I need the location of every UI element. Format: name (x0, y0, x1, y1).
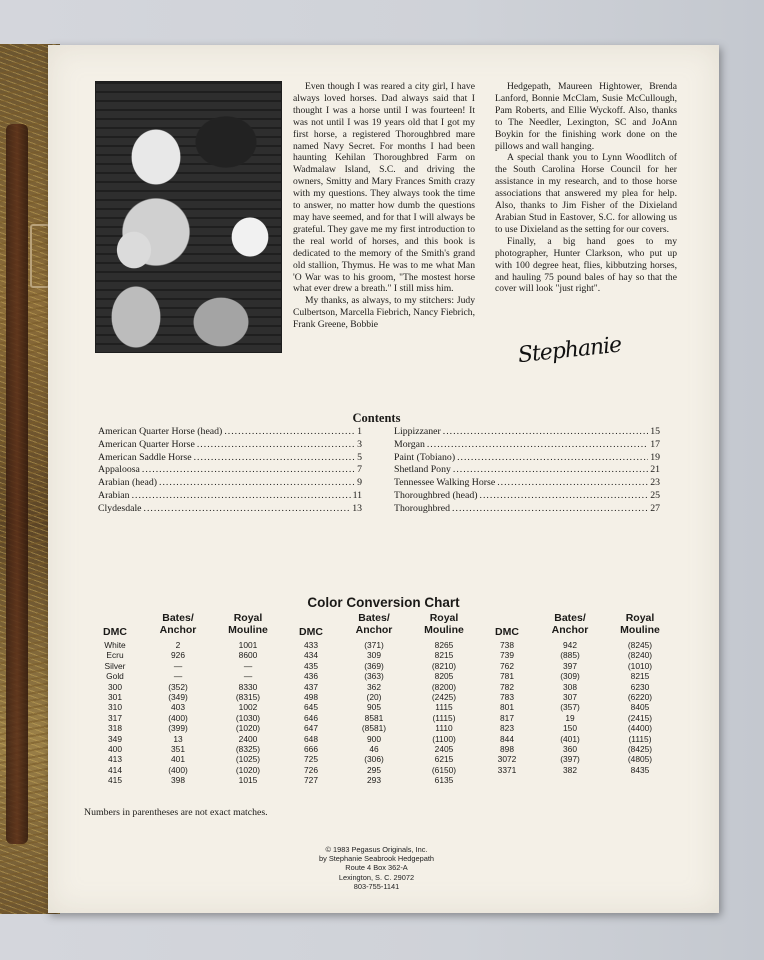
header-royal-line1: Royal (625, 612, 655, 624)
dot-leader (224, 426, 355, 439)
contents-entry-page: 25 (650, 489, 660, 501)
dot-leader (142, 464, 355, 477)
contents-title: Contents (352, 411, 401, 425)
conversion-cell: 1015 (238, 775, 258, 786)
conversion-cell: (6150) (431, 764, 457, 775)
chart-footnote: Numbers in parentheses are not exact matches. (84, 807, 268, 818)
royal-column (212, 640, 284, 786)
header-royal-line2: Mouline (228, 624, 268, 636)
dot-leader (480, 490, 649, 503)
conversion-cell: (1100) (432, 733, 456, 744)
conversion-cell: 8330 (238, 681, 258, 692)
conversion-cell: 3072 (497, 754, 517, 765)
conversion-cell: 307 (563, 692, 577, 703)
intro-paragraph: Finally, a big hand goes to my photographer, Hunter Clarkson, who put up with 100 degree heat, flies, kibbutzing horses, and hauling 75 pound bales of hay so that the cover will look "just right". (495, 235, 677, 295)
contents-entry (98, 452, 362, 465)
conversion-cell: 398 (171, 775, 185, 786)
conversion-cell: 647 (304, 723, 318, 734)
conversion-cell: 301 (108, 692, 122, 703)
colophon-line: by Stephanie Seabrook Hedgepath (318, 854, 435, 864)
conversion-cell: — (243, 660, 253, 671)
contents-entry-page: 27 (650, 502, 660, 514)
conversion-cell: 6135 (434, 775, 454, 786)
contents-entry (394, 464, 660, 477)
conversion-cell: 362 (367, 681, 381, 692)
conversion-cell: 801 (500, 702, 514, 713)
conversion-cell: 435 (304, 660, 318, 671)
conversion-cell: 8215 (630, 671, 650, 682)
conversion-cell: 317 (108, 712, 122, 723)
header-dmc: DMC (103, 626, 127, 638)
intro-column-1 (293, 81, 475, 331)
conversion-cell: (399) (168, 723, 188, 734)
contents-entry (98, 503, 362, 516)
conversion-cell: 726 (304, 764, 318, 775)
contents-entry-page: 17 (650, 438, 660, 450)
contents-entry-page: 15 (650, 426, 660, 437)
dmc-column (90, 640, 140, 786)
bates-column (142, 640, 214, 786)
conversion-cell: 415 (108, 775, 122, 786)
conversion-cell: 2405 (434, 744, 454, 755)
conversion-cell: 8581 (364, 712, 384, 723)
conversion-cell: 781 (500, 671, 514, 682)
conversion-cell: (8581) (361, 723, 387, 734)
conversion-cell: (8200) (431, 681, 457, 692)
conversion-cell: 498 (304, 692, 318, 703)
header-royal (212, 612, 284, 636)
conversion-cell: 1115 (435, 702, 453, 713)
conversion-cell: 403 (171, 702, 185, 713)
conversion-cell: 1001 (238, 640, 258, 650)
dot-leader (197, 439, 355, 452)
header-bates-line2: Anchor (355, 624, 393, 636)
conversion-cell: 817 (500, 712, 514, 723)
intro-paragraph: Even though I was reared a city girl, I have always loved horses. Dad always said that I thought I was a horse until I was fourteen! It was not until I was 19 years old that I got my first horse, a registered Thoroughbred mare named Navy Secret. For months I had been haunting Kehilan Thoroughbred Farm on Wadmalaw Island, S.C. and driving the owners, Smitty and Mary Frances Smith crazy with my questions. They always took the time to answer, no matter how dumb the questions may have seemed, and for that I will always be grateful. They gave me my first introduction to the real world of horses, and this book is dedicated to the memory of the Smith's grand old stallion, Thymus. He was to me what Man 'O War was to his groom, "The mostest horse what ever drew a breath." I still miss him. (293, 81, 475, 295)
conversion-cell: 295 (367, 764, 381, 775)
conversion-cell: Gold (106, 671, 124, 682)
contents-entry-page: 23 (650, 477, 660, 489)
contents-entry-title: American Saddle Horse (98, 451, 192, 463)
dmc-column (482, 640, 532, 775)
conversion-cell: 762 (500, 660, 514, 671)
conversion-cell: (8325) (235, 744, 261, 755)
colophon-line: 803-755-1141 (353, 881, 400, 891)
header-bates (338, 612, 410, 636)
conversion-cell: 351 (171, 744, 185, 755)
conversion-cell: (8210) (431, 660, 457, 671)
contents-entry (98, 464, 362, 477)
contents-entry-page: 11 (352, 489, 362, 501)
contents-entry-page: 19 (650, 451, 660, 463)
conversion-cell: 8435 (630, 764, 650, 775)
dot-leader (452, 503, 648, 516)
dot-leader (457, 452, 648, 465)
bates-column (338, 640, 410, 786)
conversion-cell: (8245) (627, 640, 653, 650)
booklet-page (48, 45, 719, 913)
conversion-cell: 401 (171, 754, 185, 765)
conversion-cell: 6230 (630, 681, 650, 692)
conversion-cell: 646 (304, 712, 318, 723)
colophon-line: Route 4 Box 362-A (345, 863, 408, 873)
intro-paragraph: My thanks, as always, to my stitchers: Judy Culbertson, Marcella Fiebrich, Nancy Fiebrich, Frank Greene, Bobbie (293, 295, 475, 331)
dot-leader (132, 490, 351, 503)
conversion-cell: 434 (304, 650, 318, 661)
contents-entry-title: American Quarter Horse (98, 438, 195, 450)
conversion-cell: (1020) (235, 723, 261, 734)
conversion-cell: 905 (367, 702, 381, 713)
conversion-cell: 382 (563, 764, 577, 775)
header-royal (408, 612, 480, 636)
conversion-cell: (357) (560, 702, 580, 713)
conversion-cell: 8405 (630, 702, 650, 713)
header-bates-line2: Anchor (551, 624, 589, 636)
conversion-cell: Ecru (106, 650, 124, 661)
contents-entry-title: Appaloosa (98, 464, 140, 476)
header-bates-line1: Bates/ (554, 612, 586, 624)
conversion-cell: (8240) (627, 650, 653, 661)
contents-entry-title: Shetland Pony (394, 464, 451, 476)
conversion-cell: (397) (560, 754, 580, 765)
conversion-cell: (401) (560, 733, 580, 744)
header-royal-line1: Royal (429, 612, 459, 624)
conversion-cell: 349 (108, 733, 122, 744)
family-photo (95, 81, 282, 353)
conversion-cell: 727 (304, 775, 318, 786)
conversion-cell: 645 (304, 702, 318, 713)
header-dmc: DMC (495, 626, 519, 638)
conversion-cell: 293 (367, 775, 381, 786)
conversion-cell: 8265 (434, 640, 454, 650)
contents-entry-title: Morgan (394, 438, 425, 450)
conversion-cell: (8425) (627, 744, 653, 755)
conversion-cell: 397 (563, 660, 577, 671)
colophon-line: Lexington, S. C. 29072 (338, 872, 415, 882)
contents-left-column (98, 426, 362, 516)
contents-entry-title: Tennessee Walking Horse (394, 477, 496, 489)
contents-entry-title: Arabian (head) (98, 477, 158, 489)
conversion-cell: (371) (364, 640, 384, 650)
conversion-cell: 6215 (434, 754, 454, 765)
conversion-cell: 2 (175, 640, 181, 650)
conversion-cell: 309 (367, 650, 381, 661)
contents-entry-page: 5 (357, 451, 362, 463)
bates-column (534, 640, 606, 775)
conversion-cell: 1002 (238, 702, 258, 713)
conversion-cell: 648 (304, 733, 318, 744)
contents-entry-title: Thoroughbred (head) (394, 489, 478, 501)
conversion-cell: 739 (500, 650, 514, 661)
conversion-cell: 926 (171, 650, 185, 661)
dot-leader (144, 503, 351, 516)
conversion-cell: (1030) (235, 712, 261, 723)
conversion-cell: 437 (304, 681, 318, 692)
contents-entry-title: Arabian (98, 489, 130, 501)
conversion-cell: (1025) (235, 754, 261, 765)
contents-entry-page: 9 (357, 477, 362, 489)
conversion-cell: 13 (173, 733, 183, 744)
header-bates-line1: Bates/ (358, 612, 390, 624)
contents-entry-page: 7 (357, 464, 362, 476)
conversion-cell: (349) (168, 692, 188, 703)
contents-entry (394, 452, 660, 465)
conversion-cell: 8600 (238, 650, 258, 661)
contents-entry-title: Thoroughbred (394, 502, 451, 514)
conversion-cell: 300 (108, 681, 122, 692)
dot-leader (427, 439, 648, 452)
conversion-cell: 318 (108, 723, 122, 734)
contents-entry-page: 1 (357, 426, 362, 437)
conversion-cell: 898 (500, 744, 514, 755)
conversion-cell: Silver (104, 660, 126, 671)
colophon (34, 845, 719, 891)
conversion-cell: (363) (364, 671, 384, 682)
conversion-cell: 413 (108, 754, 122, 765)
conversion-cell: 844 (500, 733, 514, 744)
conversion-cell: — (173, 671, 183, 682)
dot-leader (443, 426, 648, 439)
dot-leader (159, 477, 355, 490)
contents-entry-title: Paint (Tobiano) (394, 451, 456, 463)
conversion-cell: 2400 (238, 733, 258, 744)
royal-column (408, 640, 480, 786)
dot-leader (497, 477, 648, 490)
conversion-cell: 8205 (434, 671, 454, 682)
conversion-cell: 942 (563, 640, 577, 650)
dot-leader (194, 452, 356, 465)
conversion-cell: (369) (364, 660, 384, 671)
conversion-cell: 1110 (435, 723, 453, 734)
contents-entry-title: American Quarter Horse (head) (98, 426, 223, 437)
conversion-cell: — (243, 671, 253, 682)
conversion-cell: 823 (500, 723, 514, 734)
bridle-strap (6, 124, 28, 844)
contents-entry-page: 3 (357, 438, 362, 450)
header-bates (534, 612, 606, 636)
contents-right-column (394, 426, 660, 516)
header-royal-line2: Mouline (620, 624, 660, 636)
contents-entry (98, 439, 362, 452)
intro-paragraph: A special thank you to Lynn Woodlitch of the South Carolina Horse Council for her assistance in my research, and to those horse associations that answered my plea for help. Also, thanks to Jim Fisher of the Dixieland Arabian Stud in Eastover, S.C. for allowing us to use Dixieland as the setting for our covers. (495, 152, 677, 235)
colophon-line: © 1983 Pegasus Originals, Inc. (325, 845, 428, 854)
conversion-cell: 310 (108, 702, 122, 713)
conversion-cell: (20) (366, 692, 382, 703)
conversion-cell: (400) (168, 764, 188, 775)
conversion-cell: (6220) (627, 692, 653, 703)
intro-paragraph: Hedgepath, Maureen Hightower, Brenda Lanford, Bonnie McClam, Susie McCullough, Pam Roberts, and Ellie Wyckoff. Also, thanks to The Needler, Lexington, SC and JoAnn Boykin for the finishing work done on the pillows and wall hanging. (495, 81, 677, 152)
conversion-cell: (1115) (628, 733, 652, 744)
conversion-cell: 414 (108, 764, 122, 775)
conversion-cell: (1020) (235, 764, 261, 775)
conversion-cell: — (173, 660, 183, 671)
conversion-cell: 666 (304, 744, 318, 755)
header-royal-line1: Royal (233, 612, 263, 624)
conversion-cell: (4400) (627, 723, 653, 734)
contents-entry (394, 477, 660, 490)
conversion-cell: (400) (168, 712, 188, 723)
contents-entry (394, 426, 660, 439)
conversion-cell: 436 (304, 671, 318, 682)
signature: Stephanie (516, 332, 623, 369)
conversion-cell: 400 (108, 744, 122, 755)
conversion-cell: 308 (563, 681, 577, 692)
conversion-cell: 783 (500, 692, 514, 703)
conversion-cell: 360 (563, 744, 577, 755)
contents-entry-title: Lippizzaner (394, 426, 441, 437)
conversion-cell: 725 (304, 754, 318, 765)
bridle-buckle (30, 224, 50, 288)
contents-entry (394, 503, 660, 516)
conversion-cell: 19 (565, 712, 575, 723)
conversion-cell: 3371 (497, 764, 517, 775)
contents-entry (98, 477, 362, 490)
header-royal (604, 612, 676, 636)
conversion-cell: (885) (560, 650, 580, 661)
dmc-column (286, 640, 336, 786)
conversion-cell: 150 (563, 723, 577, 734)
conversion-cell: (352) (168, 681, 188, 692)
conversion-cell: (306) (364, 754, 384, 765)
contents-entry (394, 490, 660, 503)
header-royal-line2: Mouline (424, 624, 464, 636)
conversion-cell: 900 (367, 733, 381, 744)
conversion-cell: 782 (500, 681, 514, 692)
conversion-cell: (4805) (627, 754, 653, 765)
royal-column (604, 640, 676, 775)
contents-entry (98, 426, 362, 439)
conversion-cell: (309) (560, 671, 580, 682)
conversion-cell: (2415) (627, 712, 653, 723)
conversion-cell: (1010) (627, 660, 653, 671)
chart-title: Color Conversion Chart (307, 595, 460, 610)
contents-entry-page: 13 (352, 502, 362, 514)
conversion-cell: 433 (304, 640, 318, 650)
intro-column-2 (495, 81, 677, 295)
dot-leader (453, 464, 648, 477)
header-bates-line1: Bates/ (162, 612, 194, 624)
header-dmc: DMC (299, 626, 323, 638)
conversion-cell: 46 (369, 744, 379, 755)
conversion-cell: (2425) (431, 692, 457, 703)
contents-entry-page: 21 (650, 464, 660, 476)
conversion-cell: (8315) (235, 692, 261, 703)
contents-entry (394, 439, 660, 452)
conversion-cell: White (104, 640, 126, 650)
conversion-cell: (1115) (432, 712, 456, 723)
conversion-cell: 738 (500, 640, 514, 650)
header-bates-line2: Anchor (159, 624, 197, 636)
conversion-cell: 8215 (434, 650, 454, 661)
contents-entry (98, 490, 362, 503)
header-bates (142, 612, 214, 636)
contents-entry-title: Clydesdale (98, 502, 142, 514)
